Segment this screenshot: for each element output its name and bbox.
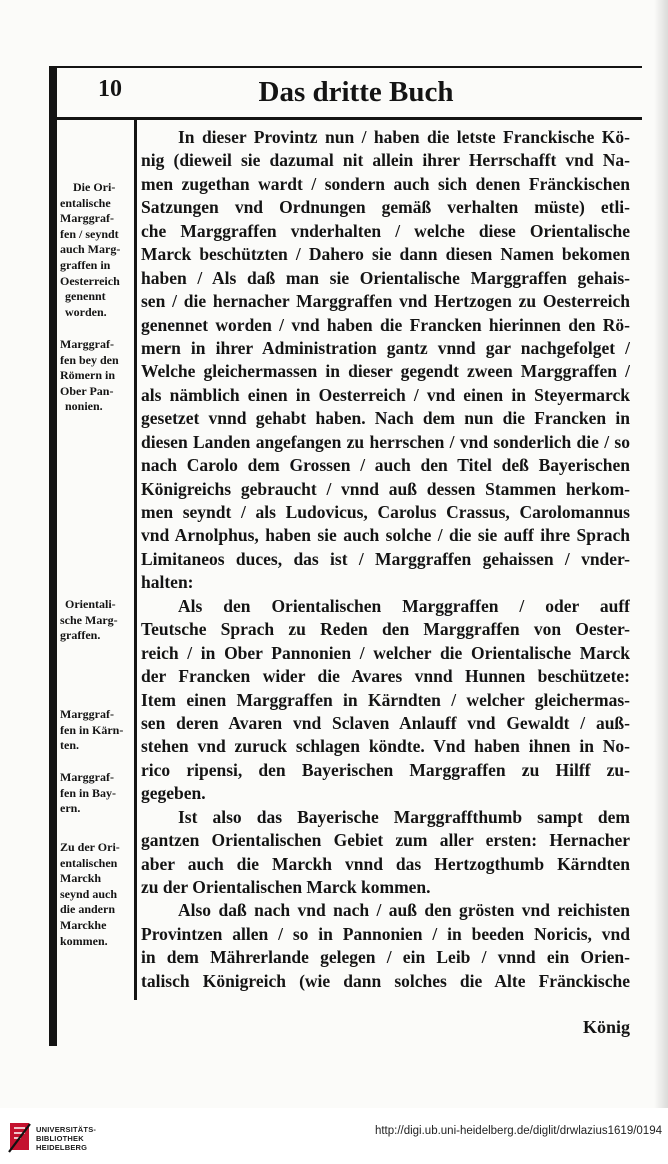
body-text-line: mern in ihrer Administration gantz vnnd gar nachgefolget /: [141, 337, 630, 358]
body-text-line: Ist also das Bayerische Marggraffthumb sampt dem: [178, 806, 630, 827]
body-text-line: gesetzet vnnd gehabt haben. Nach dem nun die Francken in: [141, 408, 630, 429]
margin-note-line: fen / seyndt: [60, 226, 119, 241]
library-name-line: UNIVERSITÄTS-: [36, 1125, 97, 1134]
body-text-line: Also daß nach vnd nach / auß den grösten vnd reichisten: [178, 900, 630, 921]
margin-note-line: fen in Kärn-: [60, 722, 124, 737]
body-text-line: men seyndt / als Ludovicus, Carolus Crassus, Carolomannus: [141, 502, 630, 522]
catchword: König: [582, 1017, 630, 1037]
margin-note-line: Oesterreich: [60, 273, 120, 288]
margin-note-line: sche Marg-: [60, 612, 118, 627]
body-text-line: Item einen Marggraffen in Kärndten / welcher gleichermas-: [141, 689, 630, 710]
body-text-line: haben / Als daß man sie Orientalische Marggraffen gehais-: [141, 267, 630, 288]
body-text-line: nach Carolo dem Grossen / auch den Titel deß Bayerischen: [141, 455, 630, 476]
body-text-line: halten:: [141, 572, 194, 593]
body-text-line: men zugethan wardt / sondern auch sich denen Fränckischen: [141, 173, 630, 194]
library-name-line: HEIDELBERG: [36, 1143, 88, 1152]
margin-note-line: auch Marg-: [60, 242, 121, 257]
frame-rule-top: [49, 66, 642, 68]
body-text-line: diesen Landen angefangen zu herrschen / vnd sonderlich die / so: [141, 431, 630, 452]
body-text-line: gegeben.: [141, 783, 206, 804]
margin-note: [59, 337, 133, 415]
margin-note-line: seynd auch: [60, 886, 118, 901]
library-logo-icon: [7, 1120, 33, 1154]
margin-note-line: Orientali-: [65, 597, 116, 611]
body-text-line: Satzungen vnd Ordnungen gemäß verhalten müste) etli-: [141, 197, 630, 218]
page-number: 10: [98, 76, 122, 102]
margin-note-line: Zu der Ori-: [60, 840, 120, 854]
body-text-line: Als den Orientalischen Marggraffen / oder auff: [178, 595, 630, 616]
body-text-line: rico ripensi, den Bayerischen Marggraffen zu Hilff zu-: [141, 759, 630, 780]
margin-note-line: ern.: [60, 801, 81, 816]
body-text: [141, 126, 630, 993]
body-text-line: zu der Orientalischen Marck kommen.: [141, 877, 431, 897]
margin-note-line: ten.: [60, 738, 79, 753]
body-text-line: als nämblich einen in Oesterreich / vnd einen in Steyermarck: [141, 384, 630, 405]
margin-note: [59, 707, 133, 754]
body-text-line: In dieser Provintz nun / haben die letste Franckische Kö-: [178, 127, 630, 147]
body-text-line: Teutsche Sprach zu Reden den Marggraffen von Oester-: [141, 619, 630, 640]
library-name: [36, 1125, 106, 1152]
body-text-line: talisch Königreich (wie dann solches die Alte Fränckische: [141, 970, 630, 991]
margin-note-line: Marggraf-: [60, 211, 114, 226]
scan-edge-shadow: [654, 0, 668, 1108]
margin-note: [59, 597, 133, 644]
body-text-line: che Marggraffen vnderhalten / welche diese Orientalische: [141, 220, 630, 241]
footer-bar: [0, 1108, 668, 1164]
margin-note-line: graffen in: [60, 257, 111, 272]
margin-note: [59, 770, 133, 817]
body-text-line: vnd Arnolphus, haben sie auch solche / die sie auff ihre Sprach: [141, 525, 630, 546]
margin-note-line: genennt: [65, 289, 106, 304]
body-text-line: sen / die hernacher Marggraffen vnd Hertzogen zu Oesterreich: [141, 291, 630, 312]
body-text-line: reich / in Ober Pannonien / welcher die Orientalische Marck: [141, 642, 630, 663]
margin-note-line: fen bey den: [60, 352, 119, 367]
margin-note-line: Römern in: [60, 368, 115, 383]
margin-note-line: Marggraf-: [60, 337, 114, 351]
margin-note-line: Ober Pan-: [60, 383, 114, 398]
body-text-line: Marck beschützten / Dahero sie dann diesen Namen bekomen: [141, 244, 630, 265]
running-title: Das dritte Buch: [258, 76, 454, 108]
margin-note: [59, 840, 133, 949]
margin-note-line: Marggraf-: [60, 707, 114, 721]
body-text-line: aber auch die Marckh vnnd das Hertzogthumb Kärndten: [141, 853, 630, 874]
margin-note-line: nonien.: [65, 399, 103, 414]
source-url-link[interactable]: http://digi.ub.uni-heidelberg.de/diglit/drwlazius1619/0194: [374, 1125, 662, 1137]
margin-note-line: graffen.: [60, 628, 101, 643]
margin-note-line: Marggraf-: [60, 770, 114, 784]
margin-note-line: Marckh: [60, 871, 102, 886]
margin-column-rule: [134, 120, 137, 1000]
body-text-line: der Francken wider die Avares vnnd Hunnen beschützete:: [141, 666, 630, 687]
body-text-line: sen deren Avaren vnd Sclaven Anlauff vnd Gewaldt / auß-: [141, 712, 630, 733]
body-text-line: Königreichs gebraucht / vnnd auß dessen Stammen herkom-: [141, 478, 630, 499]
margin-note-line: Die Ori-: [73, 180, 116, 194]
header-rule: [57, 117, 642, 120]
body-text-line: genennet worden / vnd haben die Francken hierinnen den Rö-: [141, 314, 630, 335]
body-text-line: in dem Mährerlande gelegen / ein Leib / vnnd ein Orien-: [141, 947, 630, 968]
body-text-line: stehen vnd zuruck schlagen köndte. Vnd haben ihnen in No-: [141, 736, 630, 757]
margin-note-line: kommen.: [60, 933, 108, 948]
margin-note-line: die andern: [60, 902, 116, 917]
margin-note-line: worden.: [65, 304, 107, 319]
body-text-line: Limitaneos duces, das ist / Marggraffen gehaissen / vnder-: [141, 548, 630, 569]
margin-note-line: Marckhe: [60, 917, 107, 932]
frame-rule-left: [49, 66, 57, 1046]
margin-note-line: entalische: [60, 195, 111, 210]
body-text-line: Provintzen allen / so in Pannonien / in beeden Noricis, vnd: [141, 923, 630, 944]
margin-note: [59, 180, 133, 320]
library-name-line: BIBLIOTHEK: [36, 1134, 84, 1143]
margin-note-line: fen in Bay-: [60, 785, 117, 800]
body-text-line: nig (dieweil sie dazumal nit allein ihrer Herrschafft vnd Na-: [141, 150, 630, 171]
body-text-line: gantzen Orientalischen Gebiet zum aller ersten: Hernacher: [141, 830, 630, 851]
body-text-line: Welche gleichermassen in dieser gegendt zween Marggraffen /: [141, 361, 630, 382]
margin-note-line: entalischen: [60, 855, 118, 870]
